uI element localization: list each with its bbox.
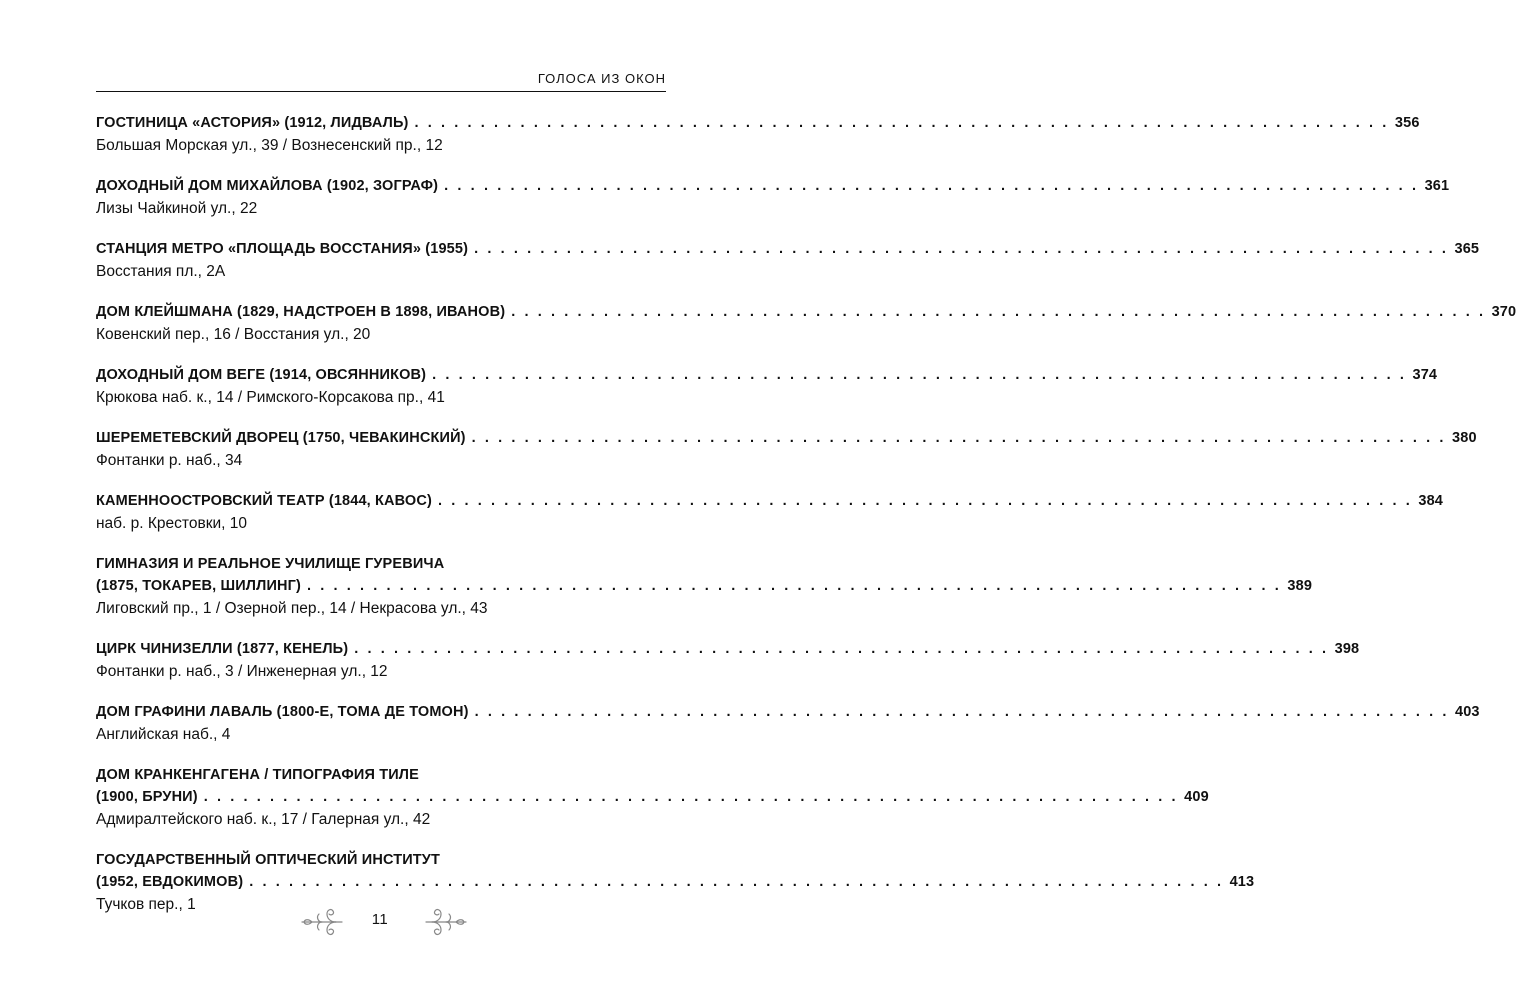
toc-entry: [96, 764, 1209, 830]
toc-entry-title-line: [96, 364, 1438, 386]
dot-leader: . . . . . . . . . . . . . . . . . . . . . . . . . . . . . . . . . . . . . . . . . . . . . . . . . . . . . . . . . . . . . . . . . . . . . . . . . .: [249, 874, 1224, 890]
table-of-contents: [96, 112, 1516, 915]
toc-entry-address: Восстания пл., 2А: [96, 263, 226, 280]
toc-entry-title: ДОХОДНЫЙ ДОМ ВЕГЕ (1914, ОВСЯННИКОВ): [96, 367, 427, 383]
toc-entry-address: Фонтанки р. наб., 3 / Инженерная ул., 12: [96, 663, 388, 680]
toc-entry-page: 413: [1229, 874, 1255, 890]
toc-entry-title-line: [96, 871, 1255, 893]
toc-entry-title: ГИМНАЗИЯ И РЕАЛЬНОЕ УЧИЛИЩЕ ГУРЕВИЧА: [96, 556, 445, 572]
toc-entry: [96, 364, 1438, 408]
toc-entry-page: 365: [1454, 241, 1480, 257]
toc-entry-title-line: [96, 638, 1360, 660]
toc-entry-title: (1900, БРУНИ): [96, 789, 198, 805]
toc-entry: [96, 238, 1480, 282]
dot-leader: . . . . . . . . . . . . . . . . . . . . . . . . . . . . . . . . . . . . . . . . . . . . . . . . . . . . . . . . . . . . . . . . . . . . . . . . . .: [432, 367, 1407, 383]
left-ornament-icon: [300, 902, 344, 942]
toc-entry-title-line: [96, 764, 666, 786]
toc-entry-title: (1875, ТОКАРЕВ, ШИЛЛИНГ): [96, 578, 301, 594]
toc-entry-address: Лизы Чайкиной ул., 22: [96, 200, 258, 217]
toc-entry-address: Адмиралтейского наб. к., 17 / Галерная ул., 42: [96, 811, 431, 828]
dot-leader: . . . . . . . . . . . . . . . . . . . . . . . . . . . . . . . . . . . . . . . . . . . . . . . . . . . . . . . . . . . . . . . . . . . . . . . . . .: [474, 241, 1449, 257]
toc-entry-title-line: [96, 849, 666, 871]
toc-entry-title: (1952, ЕВДОКИМОВ): [96, 874, 244, 890]
toc-entry-title: КАМЕННООСТРОВСКИЙ ТЕАТР (1844, КАВОС): [96, 493, 432, 509]
dot-leader: . . . . . . . . . . . . . . . . . . . . . . . . . . . . . . . . . . . . . . . . . . . . . . . . . . . . . . . . . . . . . . . . . . . . . . . . . .: [471, 430, 1447, 446]
toc-entry: [96, 427, 1477, 471]
dot-leader: . . . . . . . . . . . . . . . . . . . . . . . . . . . . . . . . . . . . . . . . . . . . . . . . . . . . . . . . . . . . . . . . . . . . . . . . . .: [203, 789, 1179, 805]
toc-entry-title-line: [96, 553, 666, 575]
toc-entry-page: 361: [1424, 178, 1450, 194]
toc-entry-title: ДОХОДНЫЙ ДОМ МИХАЙЛОВА (1902, ЗОГРАФ): [96, 178, 439, 194]
toc-entry-address: наб. р. Крестовки, 10: [96, 515, 247, 532]
toc-entry-title: ШЕРЕМЕТЕВСКИЙ ДВОРЕЦ (1750, ЧЕВАКИНСКИЙ): [96, 430, 466, 446]
toc-entry-page: 384: [1418, 493, 1444, 509]
dot-leader: . . . . . . . . . . . . . . . . . . . . . . . . . . . . . . . . . . . . . . . . . . . . . . . . . . . . . . . . . . . . . . . . . . . . . . . . . .: [474, 704, 1449, 720]
toc-entry: [96, 175, 1450, 219]
toc-entry: [96, 553, 1313, 619]
toc-entry-title: ДОМ КЛЕЙШМАНА (1829, НАДСТРОЕН В 1898, ИВАНОВ): [96, 304, 506, 320]
page-number: 11: [371, 911, 389, 928]
toc-entry-page: 370: [1491, 304, 1516, 320]
dot-leader: . . . . . . . . . . . . . . . . . . . . . . . . . . . . . . . . . . . . . . . . . . . . . . . . . . . . . . . . . . . . . . . . . . . . . . . . . .: [444, 178, 1419, 194]
toc-entry-title-line: [96, 427, 1477, 449]
toc-entry-title-line: [96, 238, 1480, 260]
dot-leader: . . . . . . . . . . . . . . . . . . . . . . . . . . . . . . . . . . . . . . . . . . . . . . . . . . . . . . . . . . . . . . . . . . . . . . . . . .: [511, 304, 1486, 320]
toc-entry-address: Лиговский пр., 1 / Озерной пер., 14 / Некрасова ул., 43: [96, 600, 488, 617]
toc-entry-address: Тучков пер., 1: [96, 896, 196, 913]
toc-entry-title: ДОМ КРАНКЕНГАГЕНА / ТИПОГРАФИЯ ТИЛЕ: [96, 767, 419, 783]
toc-entry-title-line: [96, 786, 1209, 808]
toc-entry-title: ГОСТИНИЦА «АСТОРИЯ» (1912, ЛИДВАЛЬ): [96, 115, 409, 131]
toc-entry: [96, 301, 1516, 345]
toc-entry-page: 398: [1334, 641, 1360, 657]
toc-entry-page: 389: [1287, 578, 1313, 594]
toc-entry-page: 380: [1452, 430, 1477, 446]
toc-entry: [96, 638, 1360, 682]
dot-leader: . . . . . . . . . . . . . . . . . . . . . . . . . . . . . . . . . . . . . . . . . . . . . . . . . . . . . . . . . . . . . . . . . . . . . . . . . .: [437, 493, 1413, 509]
toc-entry-page: 356: [1394, 115, 1420, 131]
toc-entry-title: СТАНЦИЯ МЕТРО «ПЛОЩАДЬ ВОССТАНИЯ» (1955): [96, 241, 469, 257]
toc-entry-title-line: [96, 112, 1420, 134]
toc-entry-title-line: [96, 701, 1480, 723]
toc-entry-title-line: [96, 490, 1444, 512]
toc-entry-address: Крюкова наб. к., 14 / Римского-Корсакова пр., 41: [96, 389, 445, 406]
toc-entry: [96, 701, 1480, 745]
page-footer: [0, 902, 800, 942]
toc-entry-page: 374: [1412, 367, 1438, 383]
header-rule: [96, 91, 666, 92]
dot-leader: . . . . . . . . . . . . . . . . . . . . . . . . . . . . . . . . . . . . . . . . . . . . . . . . . . . . . . . . . . . . . . . . . . . . . . . . . .: [307, 578, 1282, 594]
toc-entry-title-line: [96, 575, 1313, 597]
toc-entry-address: Английская наб., 4: [96, 726, 231, 743]
toc-entry-title: ГОСУДАРСТВЕННЫЙ ОПТИЧЕСКИЙ ИНСТИТУТ: [96, 852, 440, 868]
toc-entry: [96, 490, 1444, 534]
toc-entry: [96, 112, 1420, 156]
toc-entry-title: ДОМ ГРАФИНИ ЛАВАЛЬ (1800-Е, ТОМА ДЕ ТОМОН): [96, 704, 469, 720]
dot-leader: . . . . . . . . . . . . . . . . . . . . . . . . . . . . . . . . . . . . . . . . . . . . . . . . . . . . . . . . . . . . . . . . . . . . . . . . . .: [354, 641, 1329, 657]
toc-entry-title: ЦИРК ЧИНИЗЕЛЛИ (1877, КЕНЕЛЬ): [96, 641, 349, 657]
toc-entry-title-line: [96, 301, 1516, 323]
right-ornament-icon: [424, 902, 468, 942]
toc-entry-address: Ковенский пер., 16 / Восстания ул., 20: [96, 326, 371, 343]
toc-entry-title-line: [96, 175, 1450, 197]
toc-entry-page: 403: [1455, 704, 1480, 720]
dot-leader: . . . . . . . . . . . . . . . . . . . . . . . . . . . . . . . . . . . . . . . . . . . . . . . . . . . . . . . . . . . . . . . . . . . . . . . . . .: [414, 115, 1389, 131]
toc-entry-address: Большая Морская ул., 39 / Вознесенский пр., 12: [96, 137, 443, 154]
toc-entry-page: 409: [1184, 789, 1209, 805]
running-head: ГОЛОСА ИЗ ОКОН: [537, 71, 666, 86]
toc-entry-address: Фонтанки р. наб., 34: [96, 452, 243, 469]
